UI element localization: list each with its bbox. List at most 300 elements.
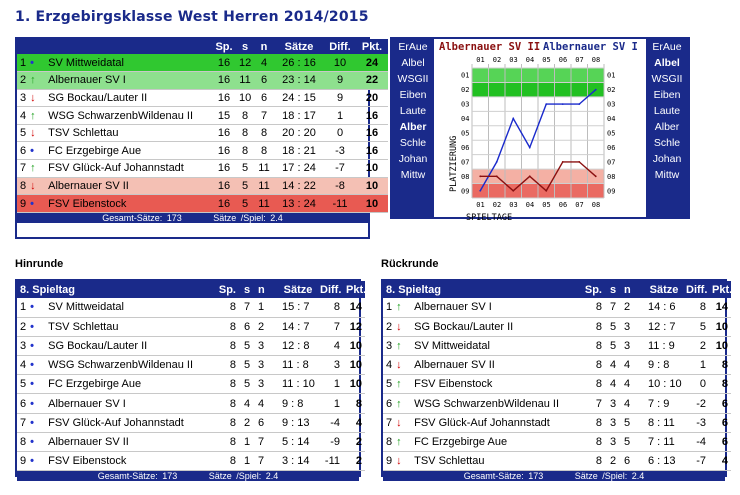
team-cell [383,356,579,375]
s-cell: 3 [605,413,621,432]
rank: 1 [20,56,27,69]
sp-cell: 16 [212,160,236,178]
footer-avg: Sätze /Spiel: 2.4 [213,212,283,223]
team-name: WSG SchwarzenbWildenau II [48,109,194,122]
data-point [479,190,481,192]
s-cell: 7 [239,298,255,317]
y-tick-label-right: 09 [607,187,616,196]
sp-cell: 16 [212,72,236,90]
n-cell: 5 [621,413,645,432]
rueckrunde-footer [383,471,725,481]
rank: 2 [20,320,27,333]
table-row[interactable] [17,195,388,213]
page-title: 1. Erzgebirgsklasse West Herren 2014/2015 [15,9,369,25]
table-row[interactable] [383,356,731,375]
header-n: n [254,39,274,54]
header-diff: Diff. [324,39,356,54]
team-selector-right [646,39,688,217]
team-name: Albernauer SV II [48,179,129,192]
dot-icon: • [30,359,34,372]
y-tick-label-right: 05 [607,129,616,138]
rank: 6 [386,397,393,410]
diff-cell: 4 [317,336,343,355]
sp-cell: 8 [213,413,239,432]
pkt-cell: 2 [343,452,365,471]
sp-cell: 8 [213,375,239,394]
diff-cell: 7 [317,317,343,336]
diff-cell: 0 [324,124,356,142]
s-cell: 5 [605,317,621,336]
saetze-cell: 9 : 13 [279,413,317,432]
y-tick-label-right: 08 [607,172,616,181]
saetze-cell: 7 : 11 [645,432,683,451]
s-cell: 8 [236,107,254,125]
team-selector-item[interactable]: Mittw [400,169,426,181]
rank: 6 [20,144,27,157]
diff-cell: 1 [683,356,709,375]
team-selector-item[interactable]: Alber [399,121,427,133]
saetze-cell: 12 : 7 [645,317,683,336]
hinrunde-title: Hinrunde [15,258,64,270]
n-cell: 4 [621,356,645,375]
pkt-cell: 10 [709,317,731,336]
saetze-cell: 14 : 7 [279,317,317,336]
y-tick-label-left: 09 [461,187,470,196]
rueckrunde-header-saetze: Sätze [645,281,683,298]
team-selector-item[interactable]: ErAue [652,41,682,53]
team-name: SG Bockau/Lauter II [48,339,148,352]
n-cell: 6 [621,452,645,471]
table-row[interactable] [17,89,388,107]
team-cell [17,177,212,195]
sp-cell: 8 [579,452,605,471]
data-point [578,161,580,163]
team-name: TSV Schlettau [48,127,119,140]
saetze-cell: 14 : 22 [274,177,324,195]
rueckrunde-footer-avg: Sätze /Spiel: 2.4 [574,471,645,482]
hinrunde-header-saetze: Sätze [279,281,317,298]
s-cell: 2 [239,413,255,432]
y-tick-label-right: 01 [607,71,616,80]
data-point [595,175,597,177]
s-cell: 7 [605,298,621,317]
team-selector-item[interactable]: Laute [399,105,427,117]
team-name: FC Erzgebirge Aue [48,144,142,157]
team-selector-left [392,39,434,217]
diff-cell: -8 [324,177,356,195]
hinrunde-table [15,279,367,482]
table-row[interactable] [17,177,388,195]
dot-icon: • [30,416,34,429]
arrow-down-icon: ↓ [396,455,402,468]
team-cell [383,298,579,317]
table-row[interactable] [17,54,388,72]
diff-cell: 5 [683,317,709,336]
data-point [496,175,498,177]
header-pkt: Pkt. [356,39,388,54]
team-name: FC Erzgebirge Aue [48,378,142,391]
sp-cell: 16 [212,54,236,72]
arrow-up-icon: ↑ [30,162,36,175]
team-name: TSV Schlettau [48,320,119,333]
saetze-cell: 18 : 17 [274,107,324,125]
header-s: s [236,39,254,54]
sp-cell: 8 [579,413,605,432]
team-cell [383,432,579,451]
saetze-cell: 11 : 9 [645,336,683,355]
x-tick-label-top: 04 [525,56,535,64]
team-selector-item[interactable]: Alber [654,121,680,133]
n-cell: 11 [254,160,274,178]
data-point [479,175,481,177]
team-cell [17,336,213,355]
team-name: Albernauer SV I [48,397,126,410]
team-cell [17,195,212,213]
data-point [496,161,498,163]
s-cell: 5 [239,375,255,394]
table-row[interactable] [17,336,365,355]
saetze-cell: 3 : 14 [279,452,317,471]
y-tick-label-left: 01 [461,71,470,80]
data-point [578,103,580,105]
rueckrunde-header-sp: Sp. [579,281,605,298]
rank: 7 [20,162,27,175]
team-selector-item[interactable]: Mittw [654,169,680,181]
y-tick-label-left: 08 [461,172,470,181]
n-cell: 4 [255,394,279,413]
dot-icon: • [30,301,34,314]
n-cell: 8 [254,142,274,160]
s-cell: 2 [605,452,621,471]
standings-footer [17,213,368,223]
x-axis-label: SPIELTAGE [466,213,513,223]
table-row[interactable] [17,375,365,394]
sp-cell: 16 [212,177,236,195]
team-name: WSG SchwarzenbWildenau II [48,359,194,372]
arrow-up-icon: ↑ [396,397,402,410]
pkt-cell: 8 [709,375,731,394]
table-row[interactable] [383,394,731,413]
sp-cell: 16 [212,142,236,160]
pkt-cell: 16 [356,124,388,142]
hinrunde-header-pkt: Pkt. [343,281,365,298]
dot-icon: • [30,455,34,468]
pkt-cell: 16 [356,107,388,125]
pkt-cell: 22 [356,72,388,90]
y-tick-label-right: 03 [607,100,616,109]
sp-cell: 8 [579,317,605,336]
arrow-up-icon: ↑ [396,339,402,352]
table-row[interactable] [17,356,365,375]
x-tick-label-bottom: 08 [591,201,601,209]
table-row[interactable] [17,142,388,160]
x-tick-label-bottom: 06 [558,201,568,209]
s-cell: 3 [605,432,621,451]
rank: 7 [20,416,27,429]
saetze-cell: 18 : 21 [274,142,324,160]
diff-cell: -11 [324,195,356,213]
s-cell: 8 [236,142,254,160]
data-point [512,190,514,192]
diff-cell: 1 [317,375,343,394]
header-sp: Sp. [212,39,236,54]
x-tick-label-bottom: 04 [525,201,535,209]
pkt-cell: 10 [343,375,365,394]
rank: 9 [386,455,393,468]
rank: 8 [20,435,27,448]
rueckrunde-footer-total: Gesamt-Sätze: 173 [463,471,544,482]
table-row[interactable] [17,413,365,432]
x-tick-label-bottom: 07 [575,201,584,209]
table-row[interactable] [17,72,388,90]
saetze-cell: 14 : 6 [645,298,683,317]
hinrunde-header-sp: Sp. [213,281,239,298]
x-tick-label-bottom: 01 [476,201,485,209]
y-tick-label-right: 04 [607,115,616,124]
diff-cell: -3 [324,142,356,160]
pkt-cell: 16 [356,142,388,160]
rank: 4 [386,359,393,372]
rank: 1 [386,301,393,314]
team-cell [17,356,213,375]
team-selector-item[interactable]: Schle [399,137,427,149]
rank: 5 [20,127,27,140]
saetze-cell: 6 : 13 [645,452,683,471]
sp-cell: 8 [213,356,239,375]
team-name: SV Mittweidatal [48,301,124,314]
team-right-label: Albernauer SV I [543,41,638,53]
s-cell: 5 [605,336,621,355]
team-selector-item[interactable]: WSGII [651,73,683,85]
sp-cell: 8 [213,336,239,355]
rueckrunde-header-s: s [605,281,621,298]
team-cell [17,452,213,471]
sp-cell: 16 [212,124,236,142]
team-cell [17,413,213,432]
n-cell: 7 [255,432,279,451]
team-left-label: Albernauer SV II [439,41,541,53]
arrow-down-icon: ↓ [396,416,402,429]
s-cell: 6 [239,317,255,336]
saetze-cell: 15 : 7 [279,298,317,317]
saetze-cell: 11 : 10 [279,375,317,394]
table-row[interactable] [17,298,365,317]
pkt-cell: 2 [343,432,365,451]
table-row[interactable] [17,432,365,451]
team-cell [383,413,579,432]
team-selector-item[interactable]: Eiben [653,89,681,101]
diff-cell: 1 [324,107,356,125]
n-cell: 3 [255,356,279,375]
sp-cell: 8 [579,298,605,317]
hinrunde-header-spieltag: 8. Spieltag [17,281,213,298]
team-selector-item[interactable]: Johan [652,153,682,165]
rank: 3 [20,339,27,352]
header-team [17,39,212,54]
team-cell [383,375,579,394]
pkt-cell: 10 [343,336,365,355]
pkt-cell: 6 [709,432,731,451]
table-row[interactable] [383,317,731,336]
saetze-cell: 20 : 20 [274,124,324,142]
arrow-down-icon: ↓ [396,359,402,372]
table-row[interactable] [383,375,731,394]
pkt-cell: 12 [343,317,365,336]
team-cell [17,394,213,413]
diff-cell: 2 [683,336,709,355]
sp-cell: 16 [212,89,236,107]
team-cell [383,452,579,471]
x-tick-label-bottom: 03 [509,201,518,209]
rank: 7 [386,416,393,429]
s-cell: 12 [236,54,254,72]
team-cell [17,298,213,317]
diff-cell: 9 [324,89,356,107]
team-name: SV Mittweidatal [48,56,124,69]
team-cell [17,375,213,394]
hinrunde-header-diff: Diff. [317,281,343,298]
dot-icon: • [30,56,34,69]
dot-icon: • [30,144,34,157]
team-cell [383,394,579,413]
rank: 2 [20,74,27,87]
arrow-up-icon: ↑ [30,109,36,122]
table-row[interactable] [17,107,388,125]
n-cell: 6 [254,72,274,90]
arrow-down-icon: ↓ [30,127,36,140]
hinrunde-footer [17,471,359,481]
diff-cell: -11 [317,452,343,471]
team-cell [17,317,213,336]
s-cell: 3 [605,394,621,413]
sp-cell: 7 [579,394,605,413]
s-cell: 5 [239,336,255,355]
table-row[interactable] [17,452,365,471]
table-row[interactable] [383,452,731,471]
team-cell [17,72,212,90]
n-cell: 2 [621,298,645,317]
rueckrunde-title: Rückrunde [381,258,439,270]
table-row[interactable] [383,432,731,451]
saetze-cell: 5 : 14 [279,432,317,451]
dot-icon: • [30,435,34,448]
n-cell: 7 [254,107,274,125]
diff-cell: 8 [317,298,343,317]
team-selector-item[interactable]: ErAue [398,41,428,53]
team-cell [17,142,212,160]
team-name: Albernauer SV I [414,301,492,314]
x-tick-label-bottom: 02 [492,201,502,209]
n-cell: 3 [621,317,645,336]
dot-icon: • [30,339,34,352]
table-row[interactable] [383,336,731,355]
table-row[interactable] [383,298,731,317]
x-tick-label-top: 01 [476,56,485,64]
table-row[interactable] [17,317,365,336]
header-saetze: Sätze [274,39,324,54]
rueckrunde-header-n: n [621,281,645,298]
s-cell: 5 [236,160,254,178]
n-cell: 3 [255,336,279,355]
hinrunde-footer-total: Gesamt-Sätze: 173 [97,471,178,482]
saetze-cell: 11 : 8 [279,356,317,375]
n-cell: 4 [621,394,645,413]
team-selector-item[interactable]: WSGII [397,73,429,85]
s-cell: 10 [236,89,254,107]
sp-cell: 15 [212,107,236,125]
table-row[interactable] [17,124,388,142]
rank: 8 [386,435,393,448]
team-comparison-panel [390,37,690,223]
arrow-down-icon: ↓ [30,179,36,192]
y-tick-label-left: 02 [461,86,470,95]
rank: 2 [386,320,393,333]
placement-chart [436,41,646,223]
rank: 3 [386,339,393,352]
data-point [512,118,514,120]
diff-cell: 3 [317,356,343,375]
team-name: FSV Eibenstock [414,378,493,391]
pkt-cell: 6 [709,413,731,432]
sp-cell: 8 [213,452,239,471]
n-cell: 7 [255,452,279,471]
diff-cell: 0 [683,375,709,394]
arrow-up-icon: ↑ [396,435,402,448]
y-tick-label-left: 06 [461,143,470,152]
team-selector-item[interactable]: Johan [398,153,428,165]
diff-cell: -7 [683,452,709,471]
table-row[interactable] [17,394,365,413]
diff-cell: -4 [317,413,343,432]
dot-icon: • [30,397,34,410]
team-selector-item[interactable]: Schle [653,137,681,149]
table-row[interactable] [17,160,388,178]
s-cell: 5 [236,195,254,213]
team-name: SV Mittweidatal [414,339,490,352]
team-name: FC Erzgebirge Aue [414,435,508,448]
team-selector-item[interactable]: Laute [653,105,681,117]
team-selector-item[interactable]: Eiben [399,89,427,101]
team-cell [383,336,579,355]
team-cell [17,432,213,451]
y-tick-label-right: 07 [607,158,616,167]
s-cell: 5 [239,356,255,375]
diff-cell: 1 [317,394,343,413]
arrow-down-icon: ↓ [30,91,36,104]
x-tick-label-top: 03 [509,56,518,64]
pkt-cell: 6 [709,394,731,413]
team-cell [17,107,212,125]
placement-chart-svg [436,41,646,223]
n-cell: 6 [255,413,279,432]
n-cell: 3 [255,375,279,394]
saetze-cell: 9 : 8 [279,394,317,413]
team-selector-item[interactable]: Albel [654,57,680,69]
sp-cell: 8 [579,375,605,394]
diff-cell: -3 [683,413,709,432]
y-tick-label-left: 03 [461,100,470,109]
rank: 9 [20,197,27,210]
pkt-cell: 24 [356,54,388,72]
y-tick-label-left: 04 [461,115,470,124]
rueckrunde-table [381,279,733,482]
team-name: SG Bockau/Lauter II [48,91,148,104]
team-selector-item[interactable]: Albel [401,57,425,69]
table-row[interactable] [383,413,731,432]
team-name: Albernauer SV I [48,74,126,87]
team-name: FSV Glück-Auf Johannstadt [48,162,184,175]
hinrunde-footer-avg: Sätze /Spiel: 2.4 [208,471,279,482]
